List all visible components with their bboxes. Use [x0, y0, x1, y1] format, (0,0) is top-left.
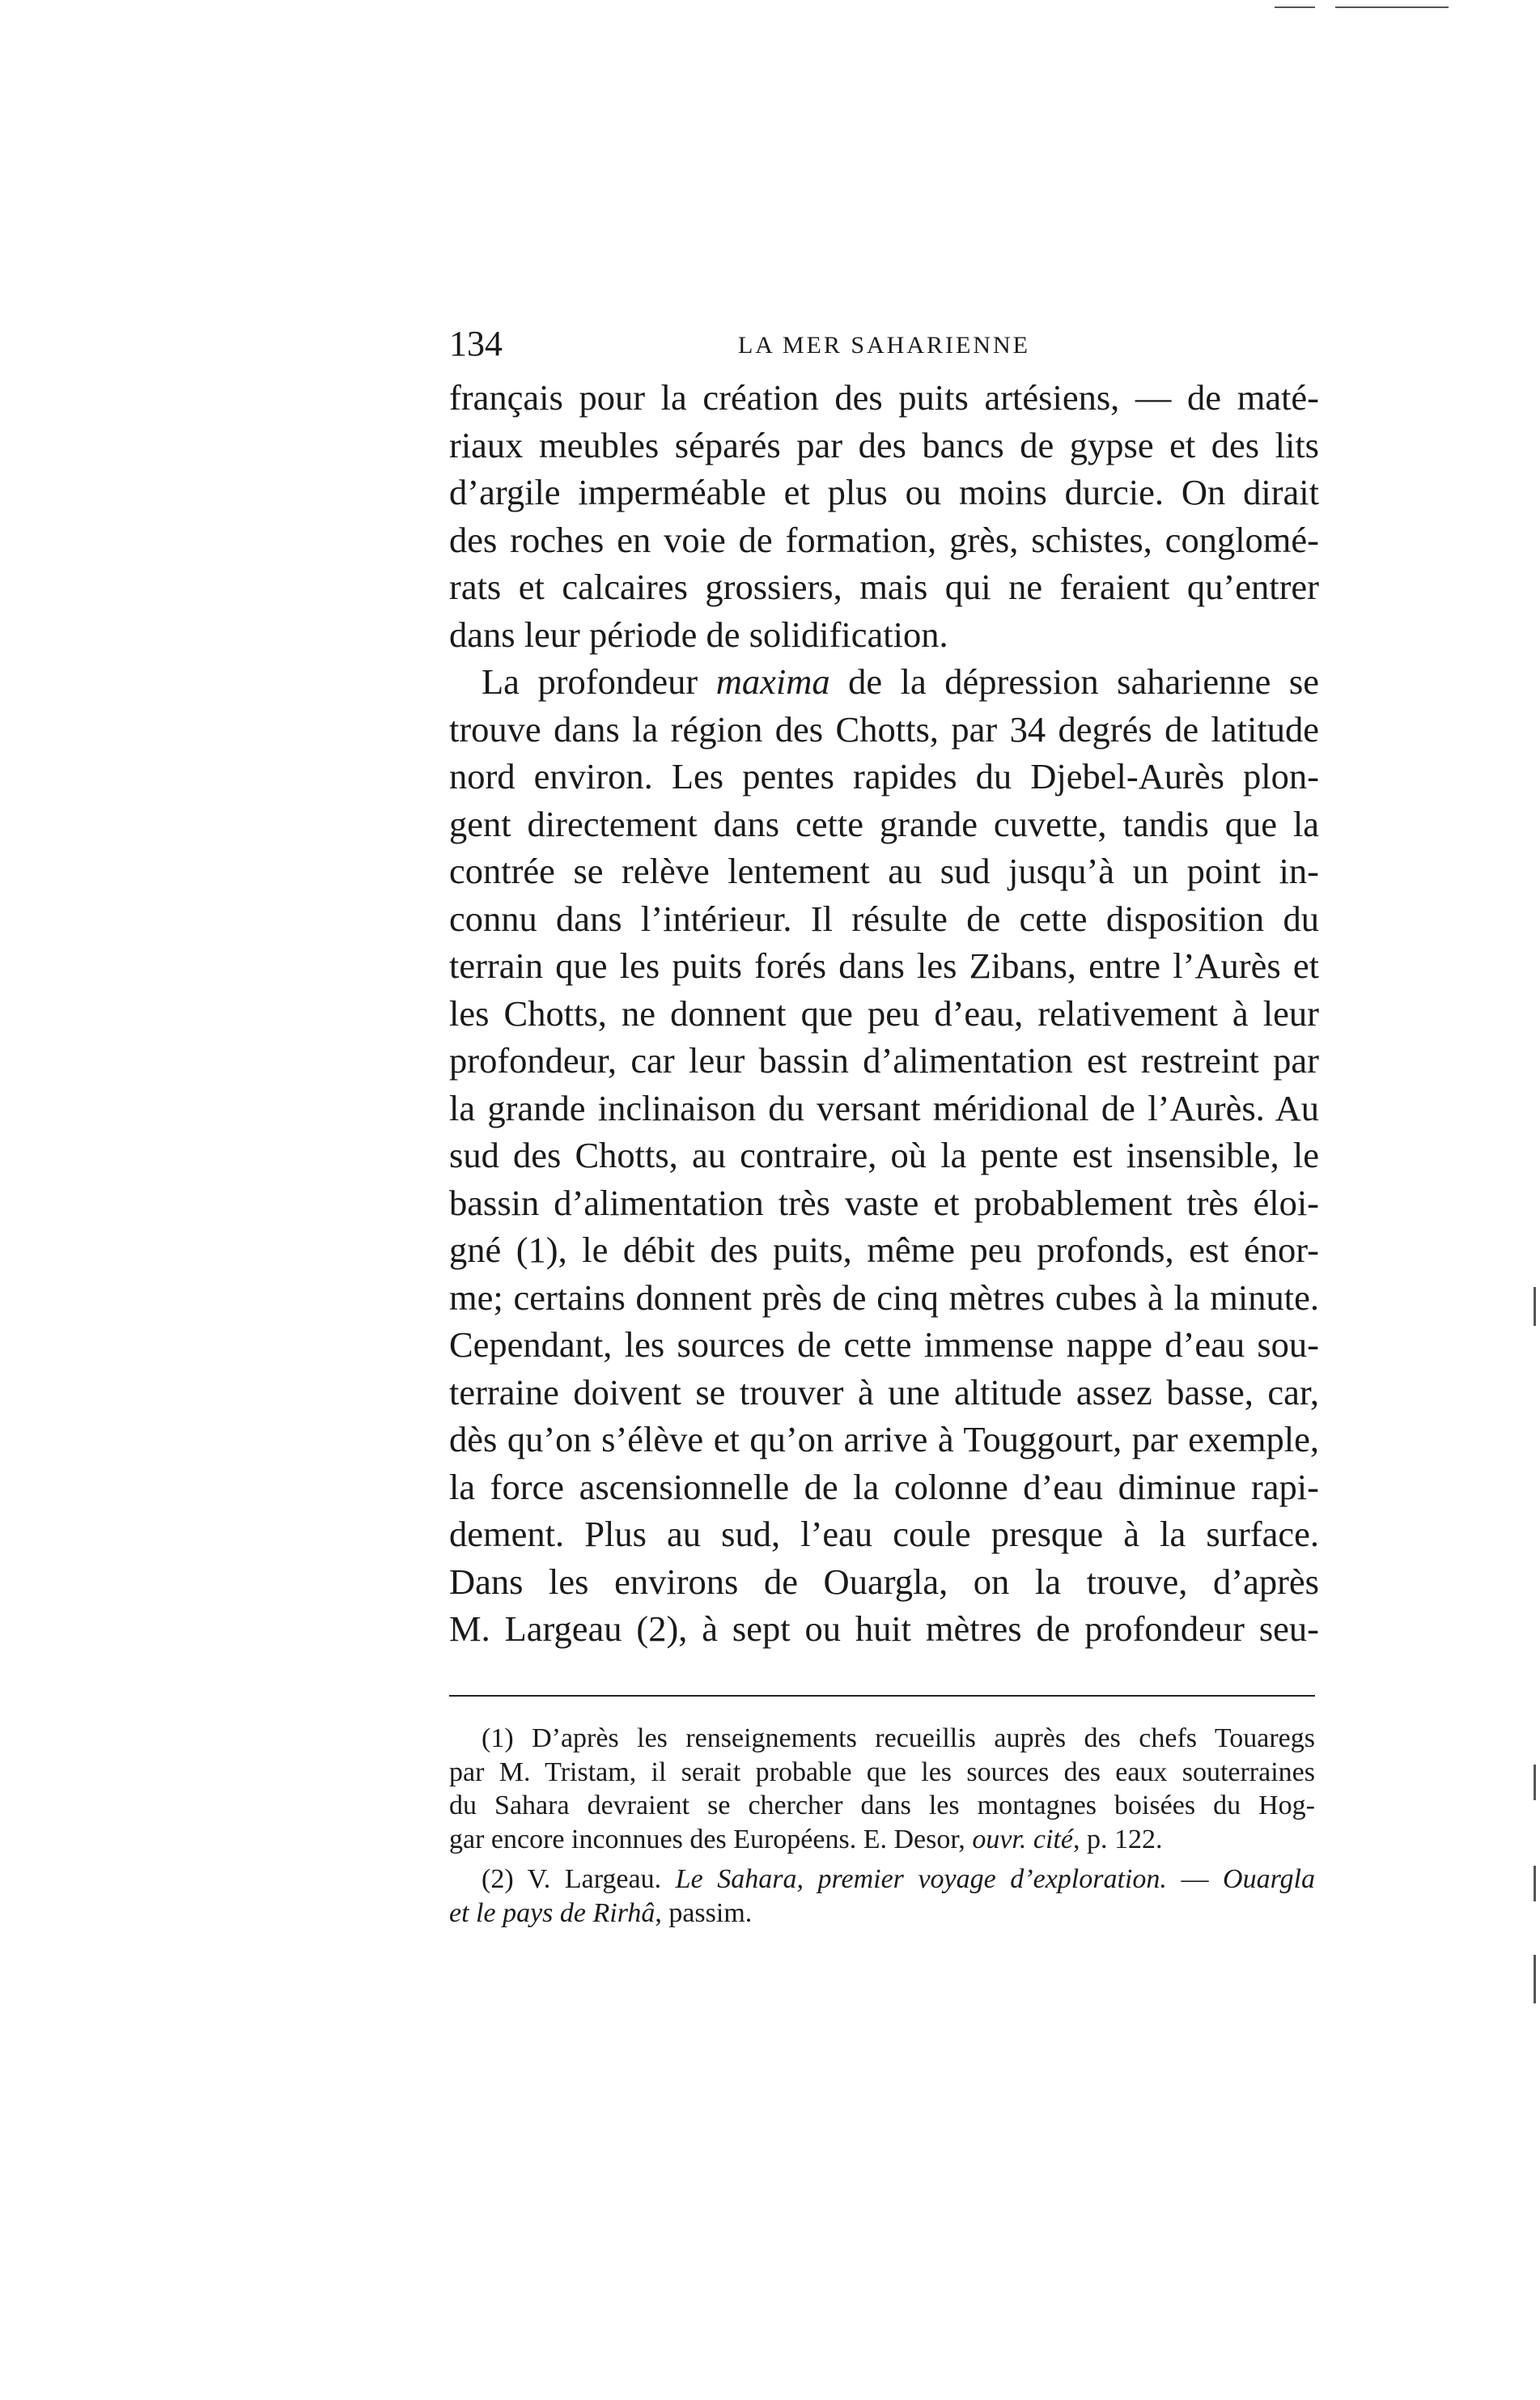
scan-mark — [1534, 1765, 1536, 1800]
italic-title: et le pays de Rirhâ — [449, 1897, 655, 1928]
text-segment: , passim. — [655, 1897, 753, 1928]
scan-mark — [1534, 1287, 1536, 1326]
text-line: profondeur, car leur bassin d’alimentation est restreint par — [449, 1040, 1319, 1081]
italic-title: Ouargla — [1223, 1864, 1316, 1894]
text-line: Dans les environs de Ouargla, on la trouve, d’après — [449, 1561, 1319, 1602]
footnote-line: par M. Tristam, il serait probable que les sources des eaux souterraines — [449, 1756, 1315, 1787]
footnote-gap — [449, 1856, 1315, 1863]
page-number: 134 — [449, 324, 503, 363]
text-line: la force ascensionnelle de la colonne d’eau diminue rapi- — [449, 1466, 1319, 1507]
text-line: M. Largeau (2), à sept ou huit mètres de profondeur seu- — [449, 1608, 1319, 1649]
text-line: des roches en voie de formation, grès, schistes, conglomé- — [449, 519, 1319, 560]
scan-mark — [1534, 1955, 1536, 2003]
text-line: dement. Plus au sud, l’eau coule presque à la surface. — [449, 1514, 1319, 1554]
italic-term: maxima — [715, 661, 830, 702]
text-line: riaux meubles séparés par des bancs de gypse et des lits — [449, 424, 1319, 465]
footnote-line — [449, 1823, 1315, 1857]
scan-mark — [1534, 1866, 1536, 1901]
text-line: contrée se relève lentement au sud jusqu’à un point in- — [449, 851, 1319, 891]
text-line: français pour la création des puits artésiens, — de maté- — [449, 377, 1319, 418]
text-segment: La profondeur — [482, 661, 716, 702]
text-line: gné (1), le débit des puits, même peu profonds, est énor- — [449, 1230, 1319, 1270]
text-line: la grande inclinaison du versant méridional de l’Aurès. Au — [449, 1087, 1319, 1128]
text-line: dès qu’on s’élève et qu’on arrive à Touggourt, par exemple, — [449, 1419, 1319, 1459]
paragraph-first-line — [449, 658, 1319, 706]
body-text — [449, 374, 1319, 1653]
text-segment: (2) V. Largeau. — [482, 1864, 676, 1894]
scan-mark — [1275, 6, 1315, 8]
text-line: nord environ. Les pentes rapides du Djebel-Aurès plon- — [449, 756, 1319, 796]
text-segment: — — [1166, 1864, 1224, 1894]
running-title: LA MER SAHARIENNE — [737, 332, 1030, 359]
footnote-line: (1) D’après les renseignements recueillis auprès des chefs Touaregs — [482, 1723, 1315, 1753]
text-line: d’argile imperméable et plus ou moins durcie. On dirait — [449, 472, 1319, 512]
footnotes — [449, 1722, 1315, 1930]
text-line: les Chotts, ne donnent que peu d’eau, relativement à leur — [449, 992, 1319, 1034]
italic-citation: ouvr. cité — [972, 1824, 1073, 1854]
text-line: bassin d’alimentation très vaste et probablement très éloi- — [449, 1182, 1319, 1223]
text-line: gent directement dans cette grande cuvette, tandis que la — [449, 803, 1319, 844]
scan-mark — [1335, 6, 1449, 8]
footnote-rule — [449, 1695, 1315, 1697]
text-line: sud des Chotts, au contraire, où la pente est insensible, le — [449, 1135, 1319, 1175]
footnote-line — [449, 1897, 1315, 1931]
footnote-line — [449, 1863, 1315, 1897]
running-head — [449, 320, 1319, 368]
text-line: rats et calcaires grossiers, mais qui ne feraient qu’entrer — [449, 567, 1319, 607]
text-segment: gar encore inconnues des Européens. E. Desor, — [449, 1824, 973, 1854]
text-line: me; certains donnent près de cinq mètres cubes à la minute. — [449, 1276, 1319, 1318]
italic-title: Le Sahara, premier voyage d’exploration. — [675, 1864, 1167, 1894]
text-segment: de la dépression saharienne se — [829, 661, 1319, 702]
text-line: Cependant, les sources de cette immense nappe d’eau sou- — [449, 1324, 1319, 1365]
text-line: dans leur période de solidification. — [449, 614, 948, 655]
text-segment: , p. 122. — [1072, 1824, 1163, 1854]
text-line: terraine doivent se trouver à une altitude assez basse, car, — [449, 1371, 1319, 1412]
text-line: terrain que les puits forés dans les Zibans, entre l’Aurès et — [449, 945, 1319, 986]
footnote-line: du Sahara devraient se chercher dans les montagnes boisées du Hog- — [449, 1790, 1315, 1820]
text-line: trouve dans la région des Chotts, par 34 degrés de latitude — [449, 708, 1319, 750]
text-line: connu dans l’intérieur. Il résulte de cette disposition du — [449, 898, 1319, 939]
